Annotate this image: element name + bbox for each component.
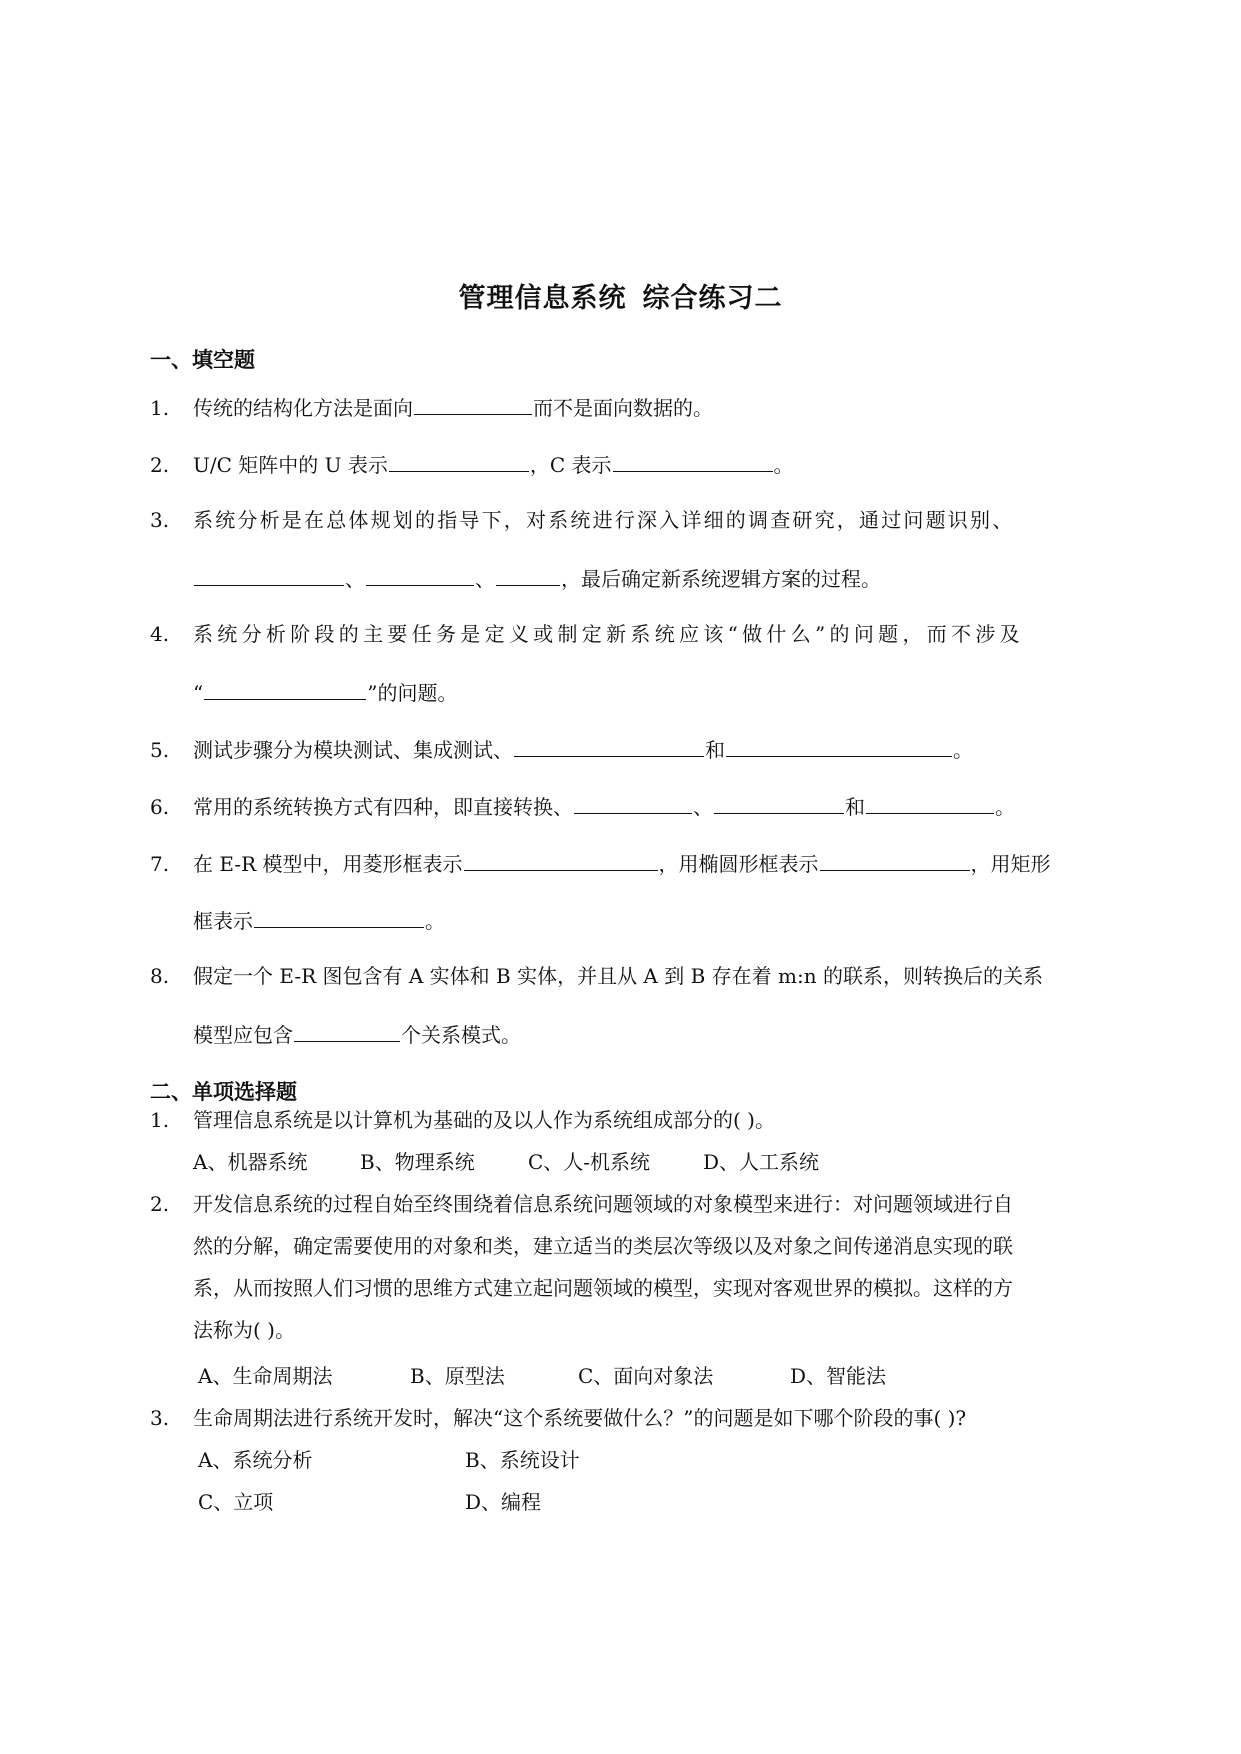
fill-question-2: 2. U/C 矩阵中的 U 表示 ，C 表示 。	[150, 449, 1100, 479]
choice-option-d[interactable]: D、智能法	[790, 1364, 887, 1388]
answer-blank[interactable]	[574, 791, 692, 814]
fill-question-3-line2: 、 、 ，最后确定新系统逻辑方案的过程。	[193, 563, 881, 593]
fill-question-6: 6. 常用的系统转换方式有四种，即直接转换、 、 和 。	[150, 791, 1100, 821]
choice-question-1: 1. 管理信息系统是以计算机为基础的及以人作为系统组成部分的( )。	[150, 1108, 775, 1132]
choice-option-d[interactable]: D、编程	[465, 1490, 542, 1514]
choice-question-2-line4: 法称为( )。	[193, 1318, 295, 1342]
title-part1: 管理信息系统	[458, 283, 627, 314]
answer-blank[interactable]	[254, 905, 424, 928]
choice-question-2-line1: 开发信息系统的过程自始至终围绕着信息系统问题领域的对象模型来进行：对问题领域进行自	[193, 1192, 1013, 1216]
choice-option-c[interactable]: C、人-机系统	[528, 1150, 651, 1174]
fill-question-8-line1: 假定一个 E-R 图包含有 A 实体和 B 实体，并且从 A 到 B 存在着 m:n 的联系，则转换后的关系	[193, 964, 1043, 988]
section-heading-single-choice: 二、单项选择题	[150, 1080, 297, 1104]
answer-blank[interactable]	[366, 563, 474, 586]
fill-question-1: 1. 传统的结构化方法是面向 而不是面向数据的。	[150, 392, 1100, 422]
answer-blank[interactable]	[613, 449, 773, 472]
fill-question-3: 3.	[150, 508, 170, 532]
fill-question-5: 5. 测试步骤分为模块测试、集成测试、 和 。	[150, 734, 1100, 764]
answer-blank[interactable]	[866, 791, 994, 814]
fill-question-7-line2: 框表示 。	[193, 905, 445, 935]
page-title	[0, 276, 1241, 315]
answer-blank[interactable]	[464, 848, 658, 871]
fill-question-7: 7. 在 E-R 模型中，用菱形框表示 ，用椭圆形框表示 ，用矩形	[150, 848, 1100, 878]
choice-question-3: 3. 生命周期法进行系统开发时，解决“这个系统要做什么？”的问题是如下哪个阶段的事( )?	[150, 1406, 967, 1430]
choice-option-b[interactable]: B、系统设计	[465, 1448, 580, 1472]
choice-option-a[interactable]: A、机器系统	[193, 1150, 308, 1174]
answer-blank[interactable]	[194, 563, 344, 586]
choice-option-b[interactable]: B、物理系统	[360, 1150, 475, 1174]
answer-blank[interactable]	[414, 392, 532, 415]
fill-question-4-line2: “ ”的问题。	[193, 677, 457, 707]
answer-blank[interactable]	[496, 563, 560, 586]
answer-blank[interactable]	[294, 1019, 400, 1042]
choice-option-d[interactable]: D、人工系统	[703, 1150, 820, 1174]
title-part2: 综合练习二	[642, 283, 783, 314]
answer-blank[interactable]	[714, 791, 844, 814]
fill-question-4: 4.	[150, 622, 170, 646]
fill-question-8-line2: 模型应包含 个关系模式。	[193, 1019, 521, 1049]
answer-blank[interactable]	[726, 734, 952, 757]
choice-question-2-line2: 然的分解，确定需要使用的对象和类，建立适当的类层次等级以及对象之间传递消息实现的联	[193, 1234, 1013, 1258]
choice-option-a[interactable]: A、系统分析	[198, 1448, 313, 1472]
answer-blank[interactable]	[820, 848, 970, 871]
choice-option-c[interactable]: C、面向对象法	[578, 1364, 714, 1388]
fill-question-8: 8.	[150, 964, 170, 988]
answer-blank[interactable]	[514, 734, 704, 757]
choice-option-b[interactable]: B、原型法	[410, 1364, 505, 1388]
fill-question-3-line1: 系统分析是在总体规划的指导下，对系统进行深入详细的调查研究，通过问题识别、	[193, 508, 1015, 532]
answer-blank[interactable]	[389, 449, 529, 472]
choice-option-a[interactable]: A、生命周期法	[198, 1364, 333, 1388]
fill-question-4-line1: 系统分析阶段的主要任务是定义或制定新系统应该“做什么”的问题，而不涉及	[193, 622, 1024, 646]
answer-blank[interactable]	[204, 677, 366, 700]
choice-option-c[interactable]: C、立项	[198, 1490, 274, 1514]
choice-question-2: 2.	[150, 1192, 170, 1216]
choice-question-2-line3: 系，从而按照人们习惯的思维方式建立起问题领域的模型，实现对客观世界的模拟。这样的方	[193, 1276, 1013, 1300]
section-heading-fill-in: 一、填空题	[150, 348, 255, 372]
